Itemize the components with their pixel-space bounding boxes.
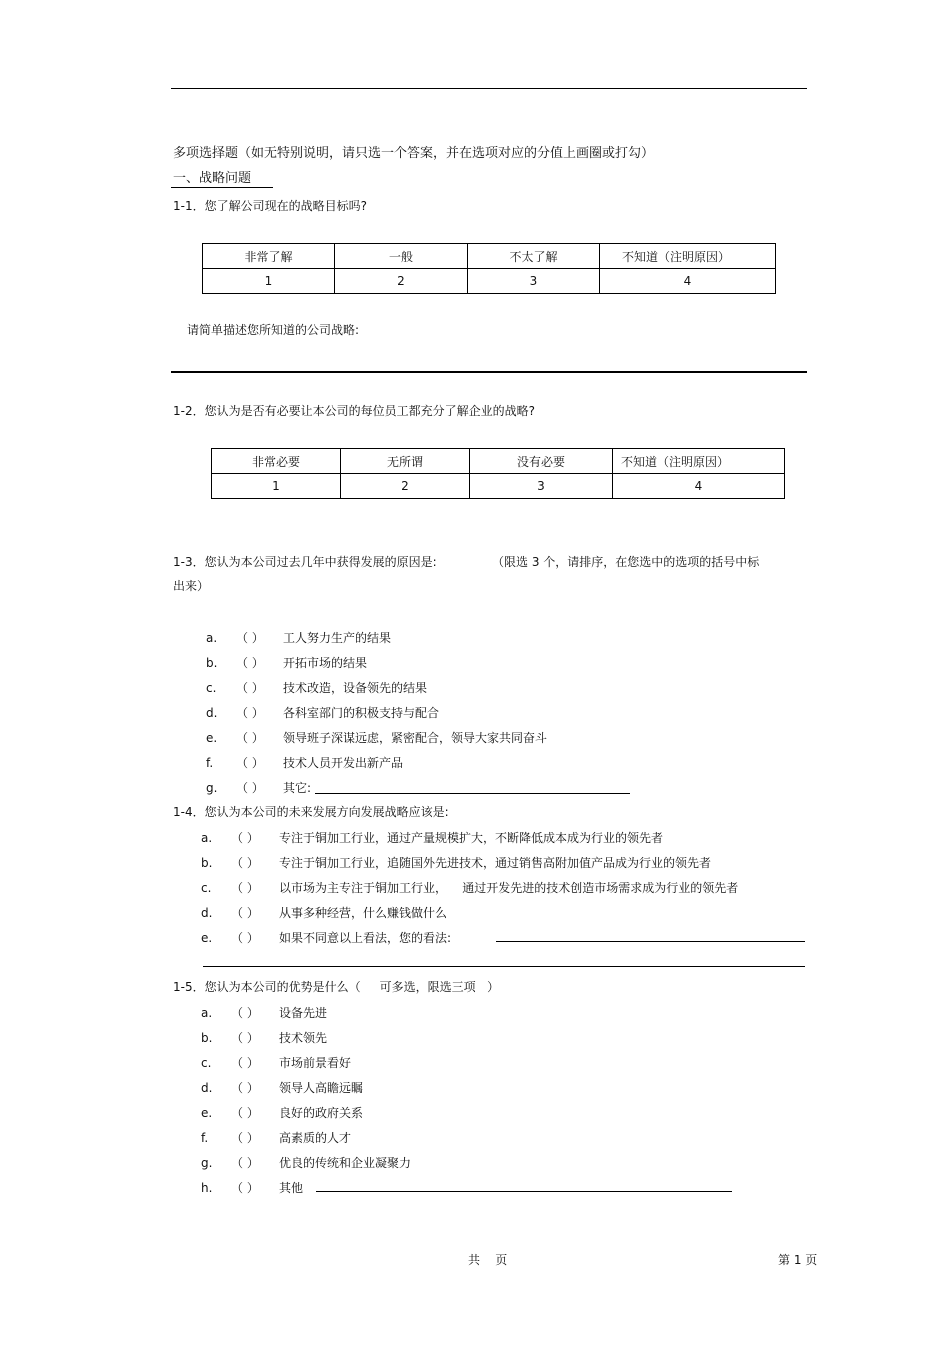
- list-item: [201, 1005, 601, 1021]
- option-key: b.: [201, 1031, 213, 1045]
- option-text: 技术领先: [279, 1031, 328, 1045]
- intro-text: 多项选择题（如无特别说明，请只选一个答案，并在选项对应的分值上画圈或打勾）: [173, 146, 655, 161]
- list-item: [201, 855, 761, 871]
- q1-1-score-1[interactable]: 1: [203, 269, 335, 294]
- list-item: [201, 1030, 601, 1046]
- q1-1-header: 不太了解: [468, 244, 600, 269]
- q1-5-title: 1-5．您认为本公司的优势是什么（ 可多选，限选三项 ）: [173, 980, 500, 994]
- q1-1-answer-line[interactable]: [171, 371, 807, 373]
- answer-parentheses[interactable]: （ ）: [236, 631, 264, 645]
- option-text: 高素质的人才: [279, 1131, 352, 1145]
- option-text: 各科室部门的积极支持与配合: [283, 706, 440, 720]
- q1-1-header: 不知道（注明原因）: [600, 244, 776, 269]
- list-item: [201, 1080, 601, 1096]
- answer-parentheses[interactable]: （ ）: [231, 831, 259, 845]
- list-item: [201, 1055, 601, 1071]
- q1-1-score-2[interactable]: 2: [335, 269, 468, 294]
- header-rule: [171, 88, 807, 89]
- option-key: c.: [206, 681, 217, 695]
- answer-parentheses[interactable]: （ ）: [231, 1056, 259, 1070]
- answer-parentheses[interactable]: （ ）: [231, 881, 259, 895]
- answer-parentheses[interactable]: （ ）: [231, 1131, 259, 1145]
- other-advantage-line[interactable]: [316, 1191, 732, 1192]
- option-key: g.: [206, 781, 218, 795]
- option-key: a.: [206, 631, 218, 645]
- section-title-underline: [171, 187, 273, 188]
- answer-parentheses[interactable]: （ ）: [231, 906, 259, 920]
- option-key: d.: [201, 1081, 213, 1095]
- option-text: 领导班子深谋远虑，紧密配合，领导大家共同奋斗: [283, 731, 548, 745]
- list-item: [206, 730, 626, 746]
- option-key: d.: [206, 706, 218, 720]
- option-key: h.: [201, 1181, 213, 1195]
- answer-parentheses[interactable]: （ ）: [236, 681, 264, 695]
- list-item: [201, 880, 781, 896]
- q1-3-title: 1-3．您认为本公司过去几年中获得发展的原因是:: [173, 555, 437, 569]
- q1-1-title: 1-1．您了解公司现在的战略目标吗?: [173, 199, 367, 213]
- q1-1-score-4[interactable]: 4: [600, 269, 776, 294]
- q1-1-header: 非常了解: [203, 244, 335, 269]
- q1-1-score-3[interactable]: 3: [468, 269, 600, 294]
- q1-2-table: [211, 448, 785, 499]
- option-key: e.: [201, 1106, 213, 1120]
- list-item: [206, 680, 606, 696]
- option-key: e.: [206, 731, 218, 745]
- list-item: [201, 1180, 601, 1196]
- answer-parentheses[interactable]: （ ）: [236, 706, 264, 720]
- q1-2-score-3[interactable]: 3: [470, 474, 613, 499]
- answer-parentheses[interactable]: （ ）: [231, 1156, 259, 1170]
- option-key: f.: [206, 756, 214, 770]
- q1-1-prompt: 请简单描述您所知道的公司战略:: [187, 323, 360, 337]
- option-key: b.: [206, 656, 218, 670]
- list-item: [201, 1130, 601, 1146]
- answer-parentheses[interactable]: （ ）: [231, 1006, 259, 1020]
- q1-4-title: 1-4．您认为本公司的未来发展方向发展战略应该是:: [173, 805, 449, 819]
- option-key: f.: [201, 1131, 209, 1145]
- answer-parentheses[interactable]: （ ）: [231, 1106, 259, 1120]
- option-text: 领导人高瞻远瞩: [279, 1081, 364, 1095]
- option-text: 技术人员开发出新产品: [283, 756, 404, 770]
- opinion-answer-line-2[interactable]: [203, 966, 805, 967]
- answer-parentheses[interactable]: （ ）: [236, 731, 264, 745]
- q1-2-title: 1-2．您认为是否有必要让本公司的每位员工都充分了解企业的战略?: [173, 404, 535, 418]
- option-text: 工人努力生产的结果: [283, 631, 392, 645]
- answer-parentheses[interactable]: （ ）: [231, 931, 259, 945]
- answer-parentheses[interactable]: （ ）: [231, 856, 259, 870]
- option-key: a.: [201, 831, 213, 845]
- option-text: 如果不同意以上看法，您的看法:: [279, 931, 452, 945]
- footer-page-number: 第 1 页: [778, 1253, 818, 1267]
- q1-3-note: （限选 3 个，请排序，在您选中的选项的括号中标: [492, 555, 760, 569]
- option-text: 设备先进: [279, 1006, 328, 1020]
- option-key: c.: [201, 1056, 212, 1070]
- option-text: 其他: [279, 1181, 304, 1195]
- answer-parentheses[interactable]: （ ）: [231, 1081, 259, 1095]
- option-text: 从事多种经营，什么赚钱做什么: [279, 906, 448, 920]
- option-key: g.: [201, 1156, 213, 1170]
- answer-parentheses[interactable]: （ ）: [231, 1031, 259, 1045]
- section-title: 一、战略问题: [173, 171, 252, 186]
- option-key: b.: [201, 856, 213, 870]
- option-text: 技术改造，设备领先的结果: [283, 681, 428, 695]
- q1-2-score-1[interactable]: 1: [212, 474, 341, 499]
- list-item: [206, 755, 606, 771]
- option-text: 以市场为主专注于铜加工行业， 通过开发先进的技术创造市场需求成为行业的领先者: [279, 881, 739, 895]
- list-item: [201, 930, 601, 946]
- list-item: [201, 1155, 601, 1171]
- other-answer-line[interactable]: [315, 793, 630, 794]
- opinion-answer-line[interactable]: [496, 941, 805, 942]
- answer-parentheses[interactable]: （ ）: [236, 781, 264, 795]
- option-text: 优良的传统和企业凝聚力: [279, 1156, 412, 1170]
- option-text: 专注于铜加工行业，通过产量规模扩大，不断降低成本成为行业的领先者: [279, 831, 664, 845]
- option-text: 市场前景看好: [279, 1056, 352, 1070]
- answer-parentheses[interactable]: （ ）: [236, 756, 264, 770]
- q1-2-header: 没有必要: [470, 449, 613, 474]
- list-item: [206, 655, 606, 671]
- answer-parentheses[interactable]: （ ）: [231, 1181, 259, 1195]
- q1-1-table: [202, 243, 776, 294]
- q1-2-header: 不知道（注明原因）: [613, 449, 785, 474]
- option-text: 良好的政府关系: [279, 1106, 364, 1120]
- option-key: e.: [201, 931, 213, 945]
- q1-2-score-4[interactable]: 4: [613, 474, 785, 499]
- footer-total-pages: 共 页: [468, 1253, 508, 1267]
- option-text: 其它:: [283, 781, 312, 795]
- answer-parentheses[interactable]: （ ）: [236, 656, 264, 670]
- list-item: [201, 830, 761, 846]
- list-item: [206, 705, 606, 721]
- list-item: [206, 630, 606, 646]
- q1-2-header: 非常必要: [212, 449, 341, 474]
- option-key: c.: [201, 881, 212, 895]
- option-text: 开拓市场的结果: [283, 656, 368, 670]
- option-text: 专注于铜加工行业，追随国外先进技术，通过销售高附加值产品成为行业的领先者: [279, 856, 712, 870]
- list-item: [201, 905, 601, 921]
- q1-1-header: 一般: [335, 244, 468, 269]
- option-key: a.: [201, 1006, 213, 1020]
- q1-3-note-cont: 出来）: [173, 579, 210, 593]
- q1-2-score-2[interactable]: 2: [341, 474, 470, 499]
- option-key: d.: [201, 906, 213, 920]
- list-item: [201, 1105, 601, 1121]
- q1-2-header: 无所谓: [341, 449, 470, 474]
